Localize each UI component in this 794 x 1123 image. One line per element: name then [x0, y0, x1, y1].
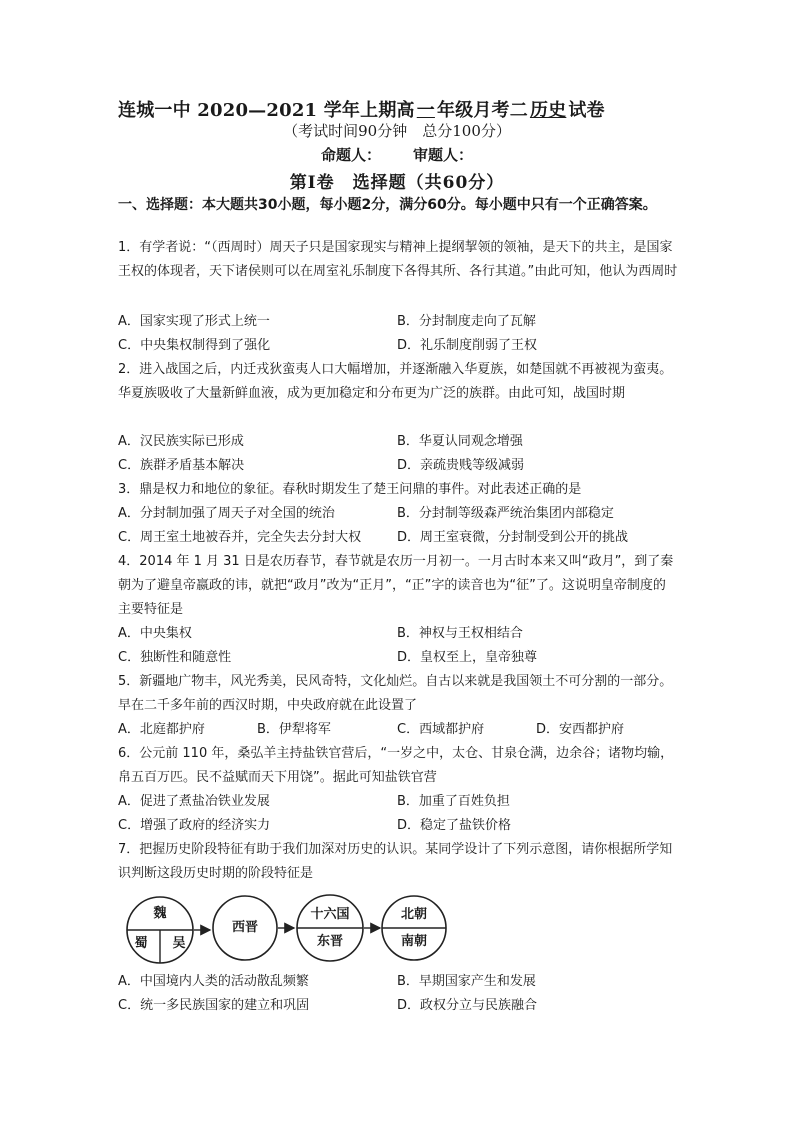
section-heading: 一、选择题：本大题共30小题，每小题2分，满分60分。每小题中只有一个正确答案。 — [118, 197, 657, 213]
q1-option-c: C．中央集权制得到了强化 — [118, 338, 271, 353]
title-part1: 连城一中 2020—2021 学年上期高 — [118, 100, 415, 121]
author-label: 命题人： — [320, 146, 381, 164]
authors-line — [0, 144, 794, 165]
label-western-jin: 西晋 — [231, 920, 258, 935]
q1-option-d: D．礼乐制度削弱了王权 — [397, 338, 538, 353]
question-7-text: 7．把握历史阶段特征有助于我们加深对历史的认识。某同学设计了下列示意图，请你根据所学知识判断这段历史时期的阶段特征是 — [118, 842, 673, 881]
title-part2: 年级月考二 — [436, 100, 528, 121]
q7-option-b: B．早期国家产生和发展 — [397, 974, 536, 989]
label-southern-dynasties: 南朝 — [400, 934, 427, 949]
part-title: 第Ⅰ卷 选择题（共60分） — [289, 173, 505, 193]
q2-option-d: D．亲疏贵贱等级减弱 — [397, 458, 525, 473]
q3-option-a: A．分封制加强了周天子对全国的统治 — [118, 506, 335, 521]
q4-option-b: B．神权与王权相结合 — [397, 626, 523, 641]
question-3-text: 3．鼎是权力和地位的象征。春秋时期发生了楚王问鼎的事件。对此表述正确的是 — [118, 482, 582, 497]
q7-option-c: C．统一多民族国家的建立和巩固 — [118, 998, 310, 1013]
q4-option-c: C．独断性和随意性 — [118, 650, 232, 665]
q5-option-d: D．安西都护府 — [536, 722, 625, 737]
q6-option-d: D．稳定了盐铁价格 — [397, 818, 512, 833]
title-grade: 一 — [416, 100, 435, 121]
q7-option-a: A．中国境内人类的活动散乱频繁 — [118, 974, 309, 989]
label-wei: 魏 — [153, 906, 167, 921]
q4-option-d: D．皇权至上，皇帝独尊 — [397, 650, 538, 665]
reviewer-label: 审题人： — [413, 146, 474, 164]
exam-subtitle: （考试时间90分钟 总分100分） — [283, 122, 511, 140]
question-5-text: 5．新疆地广物丰，风光秀美，民风奇特，文化灿烂。自古以来就是我国领土不可分割的一部分。早在二千多年前的西汉时期，中央政府就在此设置了 — [118, 674, 673, 713]
q3-option-d: D．周王室衰微，分封制受到公开的挑战 — [397, 530, 629, 545]
q1-option-b: B．分封制度走向了瓦解 — [397, 314, 536, 329]
label-shu: 蜀 — [134, 936, 148, 951]
question-2-text: 2．进入战国之后，内迁戎狄蛮夷人口大幅增加，并逐渐融入华夏族，如楚国就不再被视为蛮夷。华夏族吸收了大量新鲜血液，成为更加稳定和分布更为广泛的族群。由此可知，战国时期 — [118, 362, 673, 401]
q1-option-a: A．国家实现了形式上统一 — [118, 314, 270, 329]
label-eastern-jin: 东晋 — [316, 934, 343, 949]
q2-option-c: C．族群矛盾基本解决 — [118, 458, 245, 473]
label-sixteen-kingdoms: 十六国 — [310, 907, 350, 922]
title-subject: 历史 — [529, 100, 567, 121]
dynasty-diagram — [118, 892, 678, 972]
q2-option-b: B．华夏认同观念增强 — [397, 434, 523, 449]
q6-option-a: A．促进了煮盐冶铁业发展 — [118, 794, 270, 809]
q2-option-a: A．汉民族实际已形成 — [118, 434, 244, 449]
q6-option-c: C．增强了政府的经济实力 — [118, 818, 271, 833]
diagram-shapes — [118, 892, 678, 972]
q4-option-a: A．中央集权 — [118, 626, 192, 641]
q3-option-c: C．周王室土地被吞并，完全失去分封大权 — [118, 530, 362, 545]
q5-option-b: B．伊犁将军 — [257, 722, 331, 737]
label-northern-dynasties: 北朝 — [400, 907, 427, 922]
q6-option-b: B．加重了百姓负担 — [397, 794, 510, 809]
question-1-text: 1．有学者说：“（西周时）周天子只是国家现实与精神上提纲挈领的领袖，是天下的共主，是国家王权的体现者，天下诸侯则可以在周室礼乐制度下各得其所、各行其道。”由此可知，他认为西周时 — [118, 240, 678, 279]
q5-option-c: C．西域都护府 — [397, 722, 485, 737]
title-part3: 试卷 — [568, 100, 605, 121]
exam-title — [118, 96, 678, 122]
q7-option-d: D．政权分立与民族融合 — [397, 998, 538, 1013]
question-6-text: 6．公元前 110 年，桑弘羊主持盐铁官营后，“一岁之中，太仓、甘泉仓满，边余谷；诸物均输，帛五百万匹。民不益赋而天下用饶”。据此可知盐铁官营 — [118, 746, 674, 785]
q3-option-b: B．分封制等级森严统治集团内部稳定 — [397, 506, 614, 521]
q5-option-a: A．北庭都护府 — [118, 722, 205, 737]
question-4-text: 4．2014 年 1 月 31 日是农历春节，春节就是农历一月初一。一月古时本来又叫“政月”，到了秦朝为了避皇帝嬴政的讳，就把“政月”改为“正月”，“正”字的读音也为“征”了。这说明皇帝制度的主要特征是 — [118, 554, 674, 617]
label-wu: 吴 — [172, 936, 186, 951]
